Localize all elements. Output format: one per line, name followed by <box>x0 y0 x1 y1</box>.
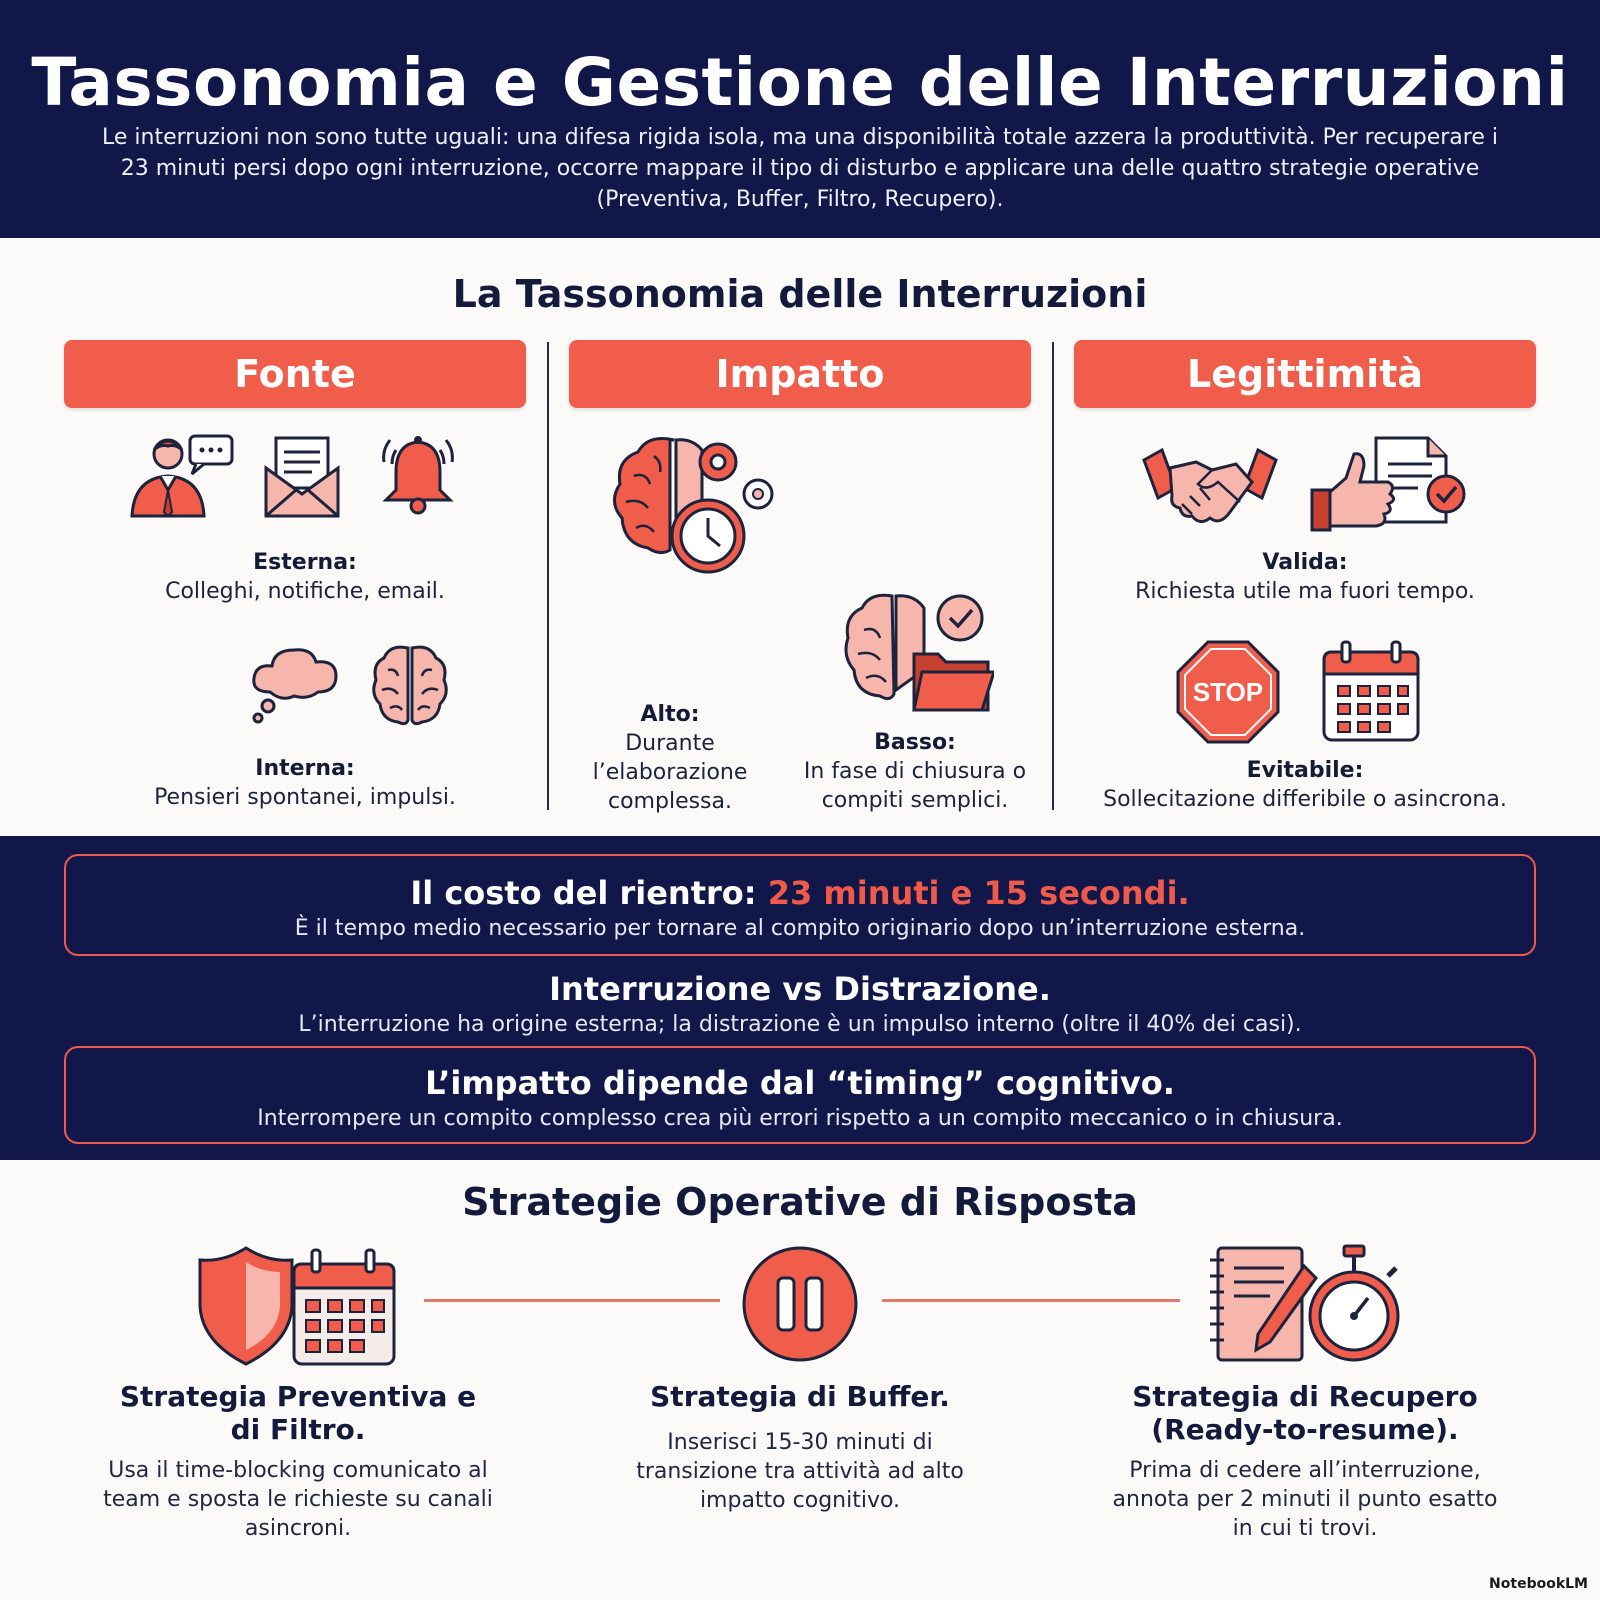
taxonomy-title: La Tassonomia delle Interruzioni <box>452 272 1148 316</box>
handshake-icon <box>1140 442 1280 534</box>
interruption-vs-distraction-text: L’interruzione ha origine esterna; la distrazione è un impulso interno (oltre il 40% dei casi). <box>298 1012 1302 1037</box>
connector-line <box>424 1299 720 1302</box>
strategy-preventive-name: Strategia Preventiva e di Filtro. <box>119 1380 477 1446</box>
strategy-recovery-name: Strategia di Recupero (Ready-to-resume). <box>1132 1380 1478 1446</box>
impact-high-caption <box>570 700 770 816</box>
interruption-vs-distraction <box>64 970 1536 1037</box>
stop-sign-icon <box>1176 640 1280 744</box>
strategy-buffer-desc: Inserisci 15-30 minuti di transizione tra attività ad alto impatto cognitivo. <box>636 1430 964 1513</box>
bell-icon <box>376 432 460 516</box>
category-legittimita-header: Legittimità <box>1074 340 1536 408</box>
intro-text: Le interruzioni non sono tutte uguali: una difesa rigida isola, ma una disponibilità totale azzera la produttività. Per recuperare i 23 minuti persi dopo ogni interruzione, occorre mappare il tipo di disturbo e applicare una delle quattro strategie operative (Preventiva, Buffer, Filtro, Recupero). <box>102 125 1498 212</box>
thumbs-up-document-icon <box>1310 434 1470 534</box>
header-banner <box>0 0 1600 238</box>
legitimacy-valid-text: Richiesta utile ma fuori tempo. <box>1135 579 1475 604</box>
impact-low-text: In fase di chiusura o compiti semplici. <box>803 759 1027 813</box>
reentry-cost-text: È il tempo medio necessario per tornare al compito originario dopo un’interruzione esterna. <box>294 916 1306 941</box>
shield-calendar-icon <box>196 1244 398 1368</box>
category-fonte-header: Fonte <box>64 340 526 408</box>
timing-box <box>64 1046 1536 1144</box>
legitimacy-valid-caption <box>1080 548 1530 606</box>
interruption-vs-distraction-title: Interruzione vs Distrazione. <box>549 970 1051 1008</box>
reentry-cost-label: Il costo del rientro: <box>410 874 757 912</box>
envelope-icon <box>262 432 342 520</box>
source-internal-caption <box>110 754 500 812</box>
stop-sign-text: STOP <box>1192 677 1264 707</box>
brand-logo: NotebookLM <box>1489 1576 1588 1592</box>
source-external-caption <box>110 548 500 606</box>
brain-folder-check-icon <box>842 590 994 714</box>
column-divider <box>1052 342 1054 810</box>
timing-title: L’impatto dipende dal “timing” cognitivo. <box>425 1064 1175 1102</box>
calendar-icon <box>1320 640 1422 744</box>
reentry-cost-value: 23 minuti e 15 secondi. <box>767 874 1190 912</box>
connector-line <box>882 1299 1180 1302</box>
reentry-cost-box <box>64 854 1536 956</box>
legitimacy-avoidable-title: Evitabile: <box>1246 758 1364 783</box>
strategy-preventive-desc: Usa il time-blocking comunicato al team e sposta le richieste su canali asincroni. <box>103 1458 493 1541</box>
page-title: Tassonomia e Gestione delle Interruzioni <box>31 44 1569 121</box>
timing-text: Interrompere un compito complesso crea più errori rispetto a un compito meccanico o in chiusura. <box>257 1106 1343 1131</box>
source-external-title: Esterna: <box>253 550 357 575</box>
impact-high-title: Alto: <box>640 702 700 727</box>
strategy-recovery-desc: Prima di cedere all’interruzione, annota per 2 minuti il punto esatto in cui ti trovi. <box>1112 1458 1498 1541</box>
brain-gears-clock-icon <box>604 432 784 580</box>
person-speech-icon <box>128 432 236 520</box>
source-internal-title: Interna: <box>255 756 355 781</box>
facts-band <box>0 836 1600 1160</box>
source-internal-text: Pensieri spontanei, impulsi. <box>154 785 456 810</box>
impact-high-text: Durante l’elaborazione complessa. <box>592 731 748 814</box>
legitimacy-avoidable-text: Sollecitazione differibile o asincrona. <box>1103 787 1507 812</box>
impact-low-title: Basso: <box>874 730 956 755</box>
legitimacy-valid-title: Valida: <box>1262 550 1348 575</box>
pause-icon <box>740 1244 860 1364</box>
impact-low-caption <box>790 728 1040 815</box>
source-external-text: Colleghi, notifiche, email. <box>165 579 445 604</box>
strategy-buffer-name: Strategia di Buffer. <box>650 1380 950 1413</box>
column-divider <box>547 342 549 810</box>
thought-cloud-icon <box>248 642 340 726</box>
brain-icon <box>370 640 450 728</box>
category-impatto-header: Impatto <box>569 340 1031 408</box>
legitimacy-avoidable-caption <box>1070 756 1540 814</box>
strategies-title: Strategie Operative di Risposta <box>462 1180 1138 1224</box>
notebook-stopwatch-icon <box>1204 1244 1404 1368</box>
reentry-cost-title <box>66 874 1534 912</box>
